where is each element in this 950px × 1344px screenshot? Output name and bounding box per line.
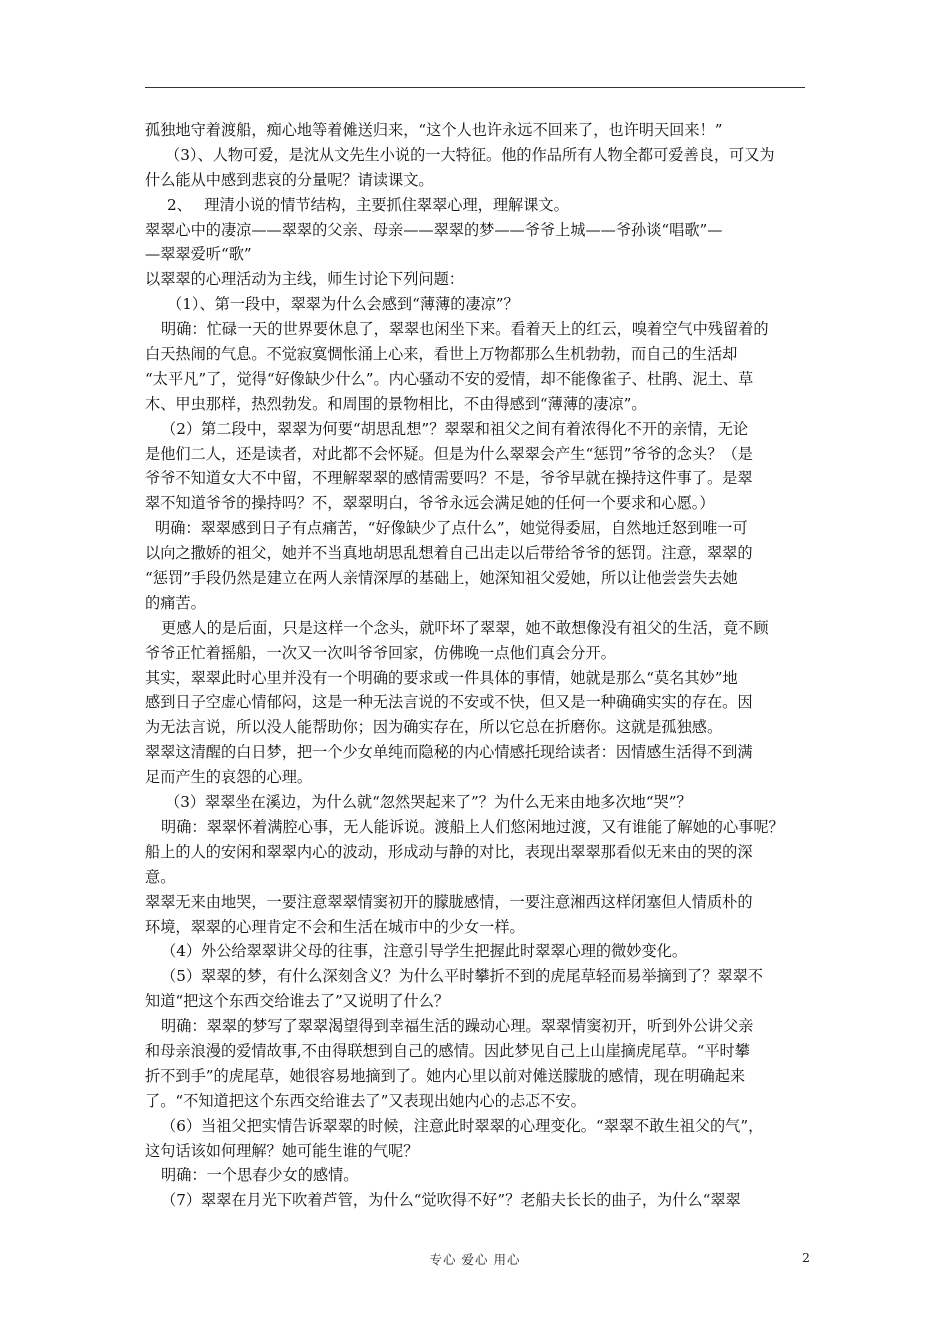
text-line: （3）、人物可爱，是沈从文先生小说的一大特征。他的作品所有人物全都可爱善良，可又为 [165,145,775,164]
text-line: 翠翠心中的凄凉——翠翠的父亲、母亲——翠翠的梦——爷爷上城——爷孙谈“唱歌”— [145,220,723,239]
text-line: “惩罚”手段仍然是建立在两人亲情深厚的基础上，她深知祖父爱她，所以让他尝尝失去她 [145,569,738,588]
text-line: 明确：一个思春少女的感情。 [161,1166,359,1185]
text-line: 折不到手”的虎尾草，她很容易地摘到了。她内心里以前对傩送朦胧的感情，现在明确起来 [145,1066,746,1085]
text-line: 环境，翠翠的心理肯定不会和生活在城市中的少女一样。 [145,917,525,936]
document-body [145,118,810,1213]
text-line: 以翠翠的心理活动为主线，师生讨论下列问题： [145,270,464,289]
text-line: （3）翠翠坐在溪边，为什么就“忽然哭起来了”？为什么无来由地多次地“哭”？ [165,793,692,812]
text-line: —翠翠爱听“歌” [145,245,252,264]
text-line: 爷爷正忙着摇船，一次又一次叫爷爷回家，仿佛晚一点他们真会分开。 [145,643,616,662]
text-line: （7）翠翠在月光下吹着芦管，为什么“觉吹得不好”？老船夫长长的曲子，为什么“翠翠 [161,1191,741,1210]
text-line: 爷爷不知道女大不中留，不理解翠翠的感情需要吗？不是，爷爷早就在操持这件事了。是翠 [145,469,753,488]
text-line: 和母亲浪漫的爱情故事,不由得联想到自己的感情。因此梦见自己上山崖摘虎尾草。“平时攀 [145,1041,750,1060]
text-line: 明确：翠翠的梦写了翠翠渴望得到幸福生活的躁动心理。翠翠情窦初开，听到外公讲父亲 [161,1017,754,1036]
text-line: 翠翠这清醒的白日梦，把一个少女单纯而隐秘的内心情感托现给读者：因情感生活得不到满 [145,743,753,762]
page-number: 2 [802,1250,810,1265]
text-line: （2）第二段中，翠翠为何要“胡思乱想”？翠翠和祖父之间有着浓得化不开的亲情，无论 [161,419,749,438]
text-line: 知道“把这个东西交给谁去了”又说明了什么？ [145,992,450,1011]
text-line: 是他们二人，还是读者，对此都不会怀疑。但是为什么翠翠会产生“惩罚”爷爷的念头？（是 [145,444,753,463]
text-line: 了。“不知道把这个东西交给谁去了”又表现出她内心的忐忑不安。 [145,1091,586,1110]
text-line: 其实，翠翠此时心里并没有一个明确的要求或一件具体的事情，她就是那么“莫名其妙”地 [145,668,738,687]
text-line: 木、甲虫那样，热烈勃发。和周围的景物相比，不由得感到“薄薄的凄凉”。 [145,394,647,413]
text-line: 明确：翠翠怀着满腔心事，无人能诉说。渡船上人们悠闲地过渡，又有谁能了解她的心事呢？ [161,817,784,836]
text-line: 意。 [145,867,176,886]
text-line: 孤独地守着渡船，痴心地等着傩送归来，“这个人也许永远不回来了，也许明天回来！” [145,121,723,139]
footer-motto: 专心 爱心 用心 [429,1252,521,1267]
text-line: 以向之撒娇的祖父，她并不当真地胡思乱想着自己出走以后带给爷爷的惩罚。注意，翠翠的 [145,544,753,563]
text-line: 足而产生的哀怨的心理。 [145,768,313,787]
text-line: 更感人的是后面，只是这样一个念头，就吓坏了翠翠，她不敢想像没有祖父的生活，竟不顾 [161,618,769,637]
text-line: 明确：忙碌一天的世界要休息了，翠翠也闲坐下来。看着天上的红云，嗅着空气中残留着的 [161,320,769,339]
text-line: 明确：翠翠感到日子有点痛苦，“好像缺少了点什么”，她觉得委屈，自然地迁怒到唯一可 [155,519,748,538]
text-line: （6）当祖父把实情告诉翠翠的时候，注意此时翠翠的心理变化。“翠翠不敢生祖父的气”， [161,1116,764,1135]
text-line: “太平凡”了，觉得“好像缺少什么”。内心骚动不安的爱情，却不能像雀子、杜鹃、泥土、草 [145,369,754,388]
text-line: （5）翠翠的梦，有什么深刻含义？为什么平时攀折不到的虎尾草轻而易举摘到了？翠翠不 [161,967,763,986]
text-line: 船上的人的安闲和翠翠内心的波动，形成动与静的对比，表现出翠翠那看似无来由的哭的深 [145,842,753,861]
text-line: 感到日子空虚心情郁闷，这是一种无法言说的不安或不快，但又是一种确确实实的存在。因 [145,693,753,712]
text-line: 这句话该如何理解？她可能生谁的气呢？ [145,1141,419,1160]
text-line: 的痛苦。 [145,593,206,612]
text-line: （1）、第一段中，翠翠为什么会感到“薄薄的凄凉”？ [167,295,519,314]
text-line: 什么能从中感到悲哀的分量呢？请读课文。 [145,170,434,189]
text-line: 2、 理清小说的情节结构，主要抓住翠翠心理，理解课文。 [167,195,569,214]
text-line: 白天热闹的气息。不觉寂寞惆怅涌上心来，看世上万物都那么生机勃勃，而自己的生活却 [145,345,738,364]
text-line: （4）外公给翠翠讲父母的往事，注意引导学生把握此时翠翠心理的微妙变化。 [161,942,688,961]
header-rule [145,87,805,88]
text-line: 翠翠无来由地哭，一要注意翠翠情窦初开的朦胧感情，一要注意湘西这样闭塞但人情质朴的 [145,892,753,911]
text-line: 翠不知道爷爷的操持吗？不，翠翠明白，爷爷永远会满足她的任何一个要求和心愿。） [145,494,715,513]
text-line: 为无法言说，所以没人能帮助你；因为确实存在，所以它总在折磨你。这就是孤独感。 [145,718,723,737]
